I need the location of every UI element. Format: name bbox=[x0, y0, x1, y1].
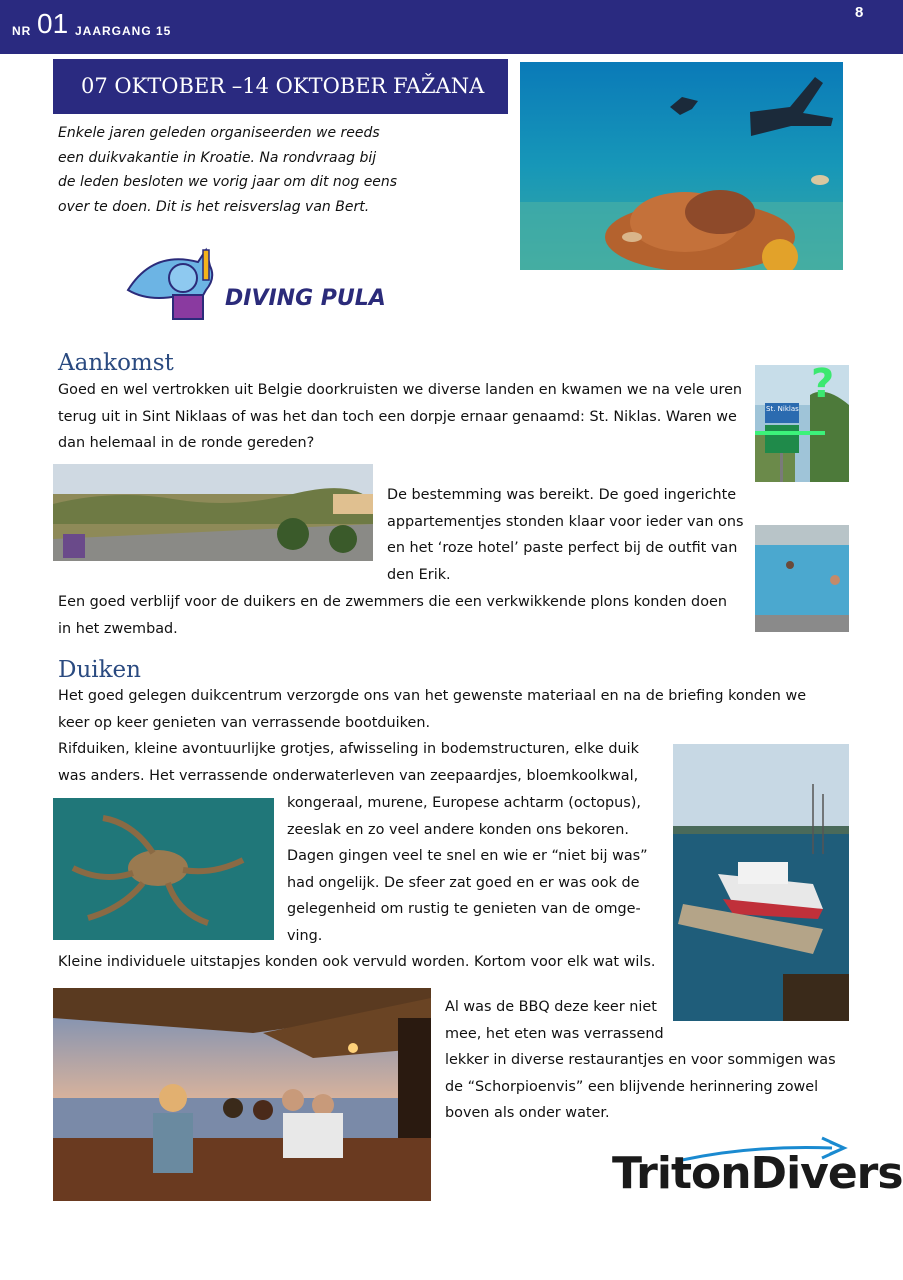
text-line: terug uit in Sint Niklaas of was het dan toch een dorpje ernaar genaamd: St. Niklas. Waren we bbox=[58, 408, 737, 425]
text-line: ving. bbox=[287, 927, 323, 944]
section-heading-duiken: Duiken bbox=[58, 657, 141, 683]
text-line: in het zwembad. bbox=[58, 620, 178, 637]
aankomst-paragraph-1 bbox=[58, 377, 742, 457]
duiken-paragraph-4 bbox=[445, 994, 836, 1127]
text-line: de “Schorpioenvis” een blijvende herinnering zowel bbox=[445, 1078, 819, 1095]
text-line: appartementjes stonden klaar voor ieder van ons bbox=[387, 513, 744, 530]
text-line: lekker in diverse restaurantjes en voor sommigen was bbox=[445, 1052, 836, 1068]
issue-nr-label: NR bbox=[12, 24, 32, 38]
question-mark-annotation: ? bbox=[811, 365, 835, 407]
dive-boat-photo bbox=[673, 744, 849, 1021]
section-heading-aankomst: Aankomst bbox=[58, 350, 174, 376]
diving-pula-wordmark: DIVING PULA bbox=[225, 286, 386, 311]
text-line: Goed en wel vertrokken uit Belgie doorkruisten we diverse landen en kwamen we na vele uren bbox=[58, 382, 743, 398]
text-line: Kleine individuele uitstapjes konden ook vervuld worden. Kortom voor elk wat wils. bbox=[58, 954, 656, 970]
issue-number: 01 bbox=[37, 8, 69, 39]
text-line: gelegenheid om rustig te genieten van de omge- bbox=[287, 901, 641, 917]
aankomst-paragraph-3 bbox=[58, 589, 727, 642]
text-line: Rifduiken, kleine avontuurlijke grotjes, afwisseling in bodemstructuren, elke duik bbox=[58, 741, 639, 757]
text-line: Het goed gelegen duikcentrum verzorgde ons van het gewenste materiaal en na de briefing konden we bbox=[58, 688, 807, 704]
sign-text: St. Niklas bbox=[766, 405, 799, 413]
text-line: Dagen gingen veel te snel en wie er “niet bij was” bbox=[287, 848, 648, 864]
text-line: had ongelijk. De sfeer zat goed en er was ook de bbox=[287, 874, 640, 891]
text-line: was anders. Het verrassende onderwaterleven van zeepaardjes, bloemkoolkwal, bbox=[58, 767, 639, 784]
text-line: keer op keer genieten van verrassende bootduiken. bbox=[58, 714, 431, 731]
duiken-paragraph-3 bbox=[58, 949, 655, 976]
triton-divers-logo bbox=[612, 1130, 903, 1215]
text-line: zeeslak en zo veel andere konden ons bekoren. bbox=[287, 821, 629, 838]
intro-line: een duikvakantie in Kroatie. Na rondvraag bij bbox=[58, 149, 377, 166]
text-line: Een goed verblijf voor de duikers en de zwemmers die een verkwikkende plons konden doen bbox=[58, 594, 727, 610]
diving-pula-logo bbox=[123, 240, 423, 325]
text-line: boven als onder water. bbox=[445, 1105, 610, 1121]
text-line: dan helemaal in de ronde gereden? bbox=[58, 435, 315, 451]
panorama-photo bbox=[53, 464, 373, 561]
aankomst-paragraph-2 bbox=[387, 482, 743, 588]
duiken-paragraph-2 bbox=[287, 790, 648, 949]
page-number: 8 bbox=[855, 4, 864, 21]
text-line: den Erik. bbox=[387, 566, 451, 583]
text-line: mee, het eten was verrassend bbox=[445, 1025, 664, 1042]
swimming-pool-photo bbox=[755, 525, 849, 632]
octopus-photo bbox=[53, 798, 274, 940]
text-line: en het ‘roze hotel’ paste perfect bij de outfit van bbox=[387, 540, 738, 556]
intro-text bbox=[58, 121, 398, 219]
text-line: De bestemming was bereikt. De goed ingerichte bbox=[387, 487, 737, 503]
intro-line: over te doen. Dit is het reisverslag van Bert. bbox=[58, 198, 370, 215]
article-title: 07 OKTOBER –14 OKTOBER FAŽANA bbox=[53, 59, 508, 114]
road-sign-photo bbox=[755, 365, 849, 482]
restaurant-group-photo bbox=[53, 988, 431, 1201]
triton-divers-wordmark: TritonDivers bbox=[612, 1148, 903, 1199]
text-line: Al was de BBQ deze keer niet bbox=[445, 999, 657, 1015]
intro-line: de leden besloten we vorig jaar om dit nog eens bbox=[58, 174, 398, 190]
volume-label: JAARGANG 15 bbox=[75, 24, 172, 38]
underwater-divers-photo bbox=[520, 62, 843, 270]
text-line: kongeraal, murene, Europese achtarm (octopus), bbox=[287, 795, 641, 811]
dolphin-mascot-icon bbox=[123, 240, 218, 322]
intro-line: Enkele jaren geleden organiseerden we reeds bbox=[58, 125, 380, 141]
